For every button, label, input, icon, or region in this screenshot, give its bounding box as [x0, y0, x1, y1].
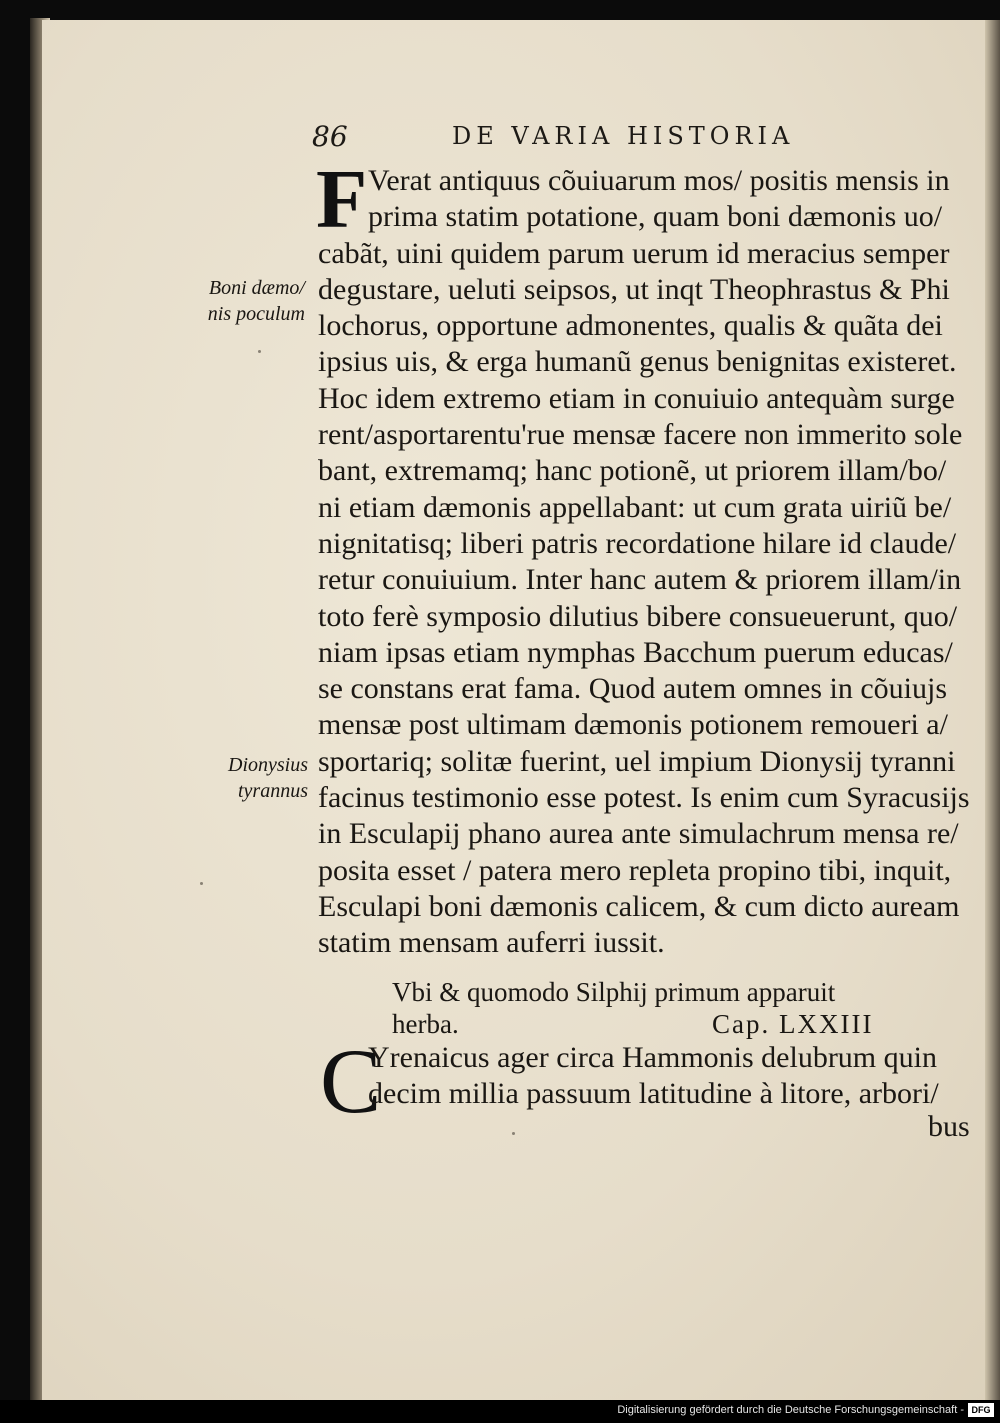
page-number: 86 — [312, 120, 348, 153]
text-line: Yrenaicus ager circa Hammonis delubrum quin — [368, 1041, 937, 1074]
marginal-note-line: tyrannus — [238, 780, 308, 802]
paper-speck — [258, 350, 261, 353]
drop-capital-c: C — [320, 1030, 382, 1132]
text-line: retur conuiuium. Inter hanc autem & priorem illam/in — [318, 563, 962, 597]
text-line: ni etiam dæmonis appellabant: ut cum grata uiriũ be/ — [318, 490, 952, 524]
text-line: lochorus, opportune admonentes, qualis & quãta dei — [318, 309, 943, 343]
digitization-credit: Digitalisierung gefördert durch die Deutsche Forschungsgemeinschaft - — [617, 1404, 964, 1416]
marginal-note-line: Boni dæmo/ — [208, 277, 305, 299]
marginal-note-line: nis poculum — [207, 303, 305, 325]
text-line: niam ipsas etiam nymphas Bacchum puerum educas/ — [318, 635, 953, 669]
text-line: decim millia passuum latitudine à litore, arbori/ — [368, 1077, 939, 1111]
text-line: in Esculapij phano aurea ante simulachrum mensa re/ — [318, 817, 959, 851]
chapter-heading-line: herba. — [392, 1009, 459, 1039]
text-line: ipsius uis, & erga humanũ genus benignitas existeret. — [318, 345, 957, 379]
marginal-note-line: Dionysius — [228, 754, 308, 776]
text-line: degustare, ueluti seipsos, ut inqt Theophrastus & Phi — [318, 272, 950, 306]
text-line: sportariq; solitæ fuerint, uel impium Dionysij tyranni — [318, 744, 956, 778]
paper-speck — [200, 882, 203, 885]
text-line: posita esset / patera mero repleta propino tibi, inquit, — [318, 853, 952, 887]
text-line: cabãt, uini quidem parum uerum id meracius semper — [318, 236, 950, 270]
text-line: se constans erat fama. Quod autem omnes in cõuiujs — [318, 672, 948, 706]
chapter-73-body — [318, 1040, 978, 1113]
text-line: toto ferè symposio dilutius bibere consueuerunt, quo/ — [318, 599, 958, 633]
text-line: bant, extremamq; hanc potionẽ, ut priorem illam/bo/ — [318, 454, 947, 488]
chapter-heading-line: Vbi & quomodo Silphij primum apparuit — [392, 977, 836, 1007]
text-line: statim mensam auferri iussit. — [318, 926, 665, 960]
page-header — [312, 120, 832, 156]
text-line: rent/asportarentu'rue mensæ facere non immerito sole — [318, 418, 963, 452]
catchword: bus — [928, 1110, 970, 1143]
text-line: Esculapi boni dæmonis calicem, & cum dicto auream — [318, 889, 960, 923]
drop-capital-f: F — [316, 153, 368, 246]
dfg-logo: DFG — [968, 1403, 994, 1417]
page-right-edge — [985, 20, 1000, 1400]
marginal-note-boni-daemonis — [170, 275, 305, 327]
text-line: facinus testimonio esse potest. Is enim cum Syracusijs — [318, 781, 970, 815]
running-title: DE VARIA HISTORIA — [452, 122, 795, 150]
chapter-72-body — [318, 163, 978, 962]
text-line: Verat antiquus cõuiuarum mos/ positis mensis in — [368, 164, 950, 197]
chapter-number-label: Cap. LXXIII — [712, 1009, 874, 1039]
paper-speck — [512, 1132, 515, 1135]
text-line: Hoc idem extremo etiam in conuiuio antequàm surge — [318, 381, 955, 415]
text-line: mensæ post ultimam dæmonis potionem remoueri a/ — [318, 708, 948, 742]
chapter-73-heading — [392, 976, 932, 1040]
marginal-note-dionysius — [170, 752, 308, 804]
text-line: prima statim potatione, quam boni dæmonis uo/ — [368, 200, 943, 234]
text-line: nignitatisq; liberi patris recordatione hilare id claude/ — [318, 526, 957, 560]
